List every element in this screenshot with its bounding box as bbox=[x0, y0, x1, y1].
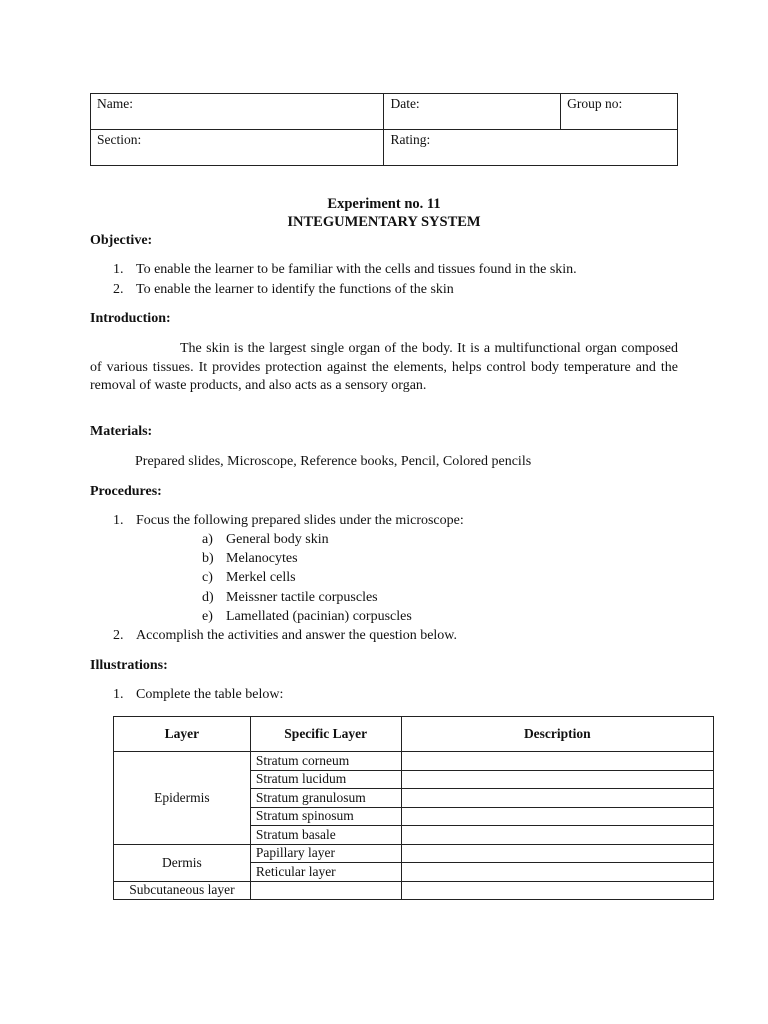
objective-heading: Objective: bbox=[90, 233, 153, 248]
skin-layers-table bbox=[113, 716, 714, 900]
slide-letter: e) bbox=[202, 609, 213, 624]
slide-item: Melanocytes bbox=[226, 551, 298, 566]
introduction-text: The skin is the largest single organ of the body. It is a multifunctional organ composed of various tissues. It provides protection against the elements, helps control body temperature and the removal of waste products, and also acts as a sensory organ. bbox=[90, 341, 678, 393]
description-cell[interactable] bbox=[401, 770, 713, 789]
table-row bbox=[114, 752, 714, 771]
introduction-paragraph bbox=[90, 340, 678, 396]
date-field[interactable] bbox=[384, 94, 561, 130]
illustration-step-1: Complete the table below: bbox=[136, 687, 284, 702]
slide-letter: b) bbox=[202, 551, 214, 566]
procedure-step-1: Focus the following prepared slides under the microscope: bbox=[136, 513, 464, 528]
illustration-step-1-number: 1. bbox=[113, 687, 124, 702]
slide-item: Merkel cells bbox=[226, 570, 296, 585]
slide-item: Lamellated (pacinian) corpuscles bbox=[226, 609, 412, 624]
specific-layer-cell: Stratum lucidum bbox=[250, 770, 401, 789]
group-field[interactable] bbox=[561, 94, 678, 130]
description-cell[interactable] bbox=[401, 789, 713, 808]
description-cell[interactable] bbox=[401, 826, 713, 845]
objective-item-1: To enable the learner to be familiar with the cells and tissues found in the skin. bbox=[136, 262, 577, 277]
procedure-step-2: Accomplish the activities and answer the question below. bbox=[136, 628, 458, 643]
procedures-heading: Procedures: bbox=[90, 484, 162, 499]
section-field[interactable] bbox=[91, 130, 384, 166]
introduction-heading: Introduction: bbox=[90, 311, 171, 326]
section-label: Section: bbox=[97, 132, 142, 147]
slide-item: Meissner tactile corpuscles bbox=[226, 590, 378, 605]
specific-layer-cell: Stratum basale bbox=[250, 826, 401, 845]
experiment-title: INTEGUMENTARY SYSTEM bbox=[287, 214, 481, 230]
rating-field[interactable] bbox=[384, 130, 678, 166]
specific-layer-column-header: Specific Layer bbox=[250, 717, 401, 752]
group-label: Group no: bbox=[567, 96, 623, 111]
objective-item-2-number: 2. bbox=[113, 282, 124, 297]
specific-layer-cell: Reticular layer bbox=[250, 863, 401, 882]
procedure-step-2-number: 2. bbox=[113, 628, 124, 643]
subcutaneous-cell: Subcutaneous layer bbox=[114, 881, 251, 900]
slide-item: General body skin bbox=[226, 532, 329, 547]
epidermis-cell: Epidermis bbox=[114, 752, 251, 845]
slide-letter: c) bbox=[202, 570, 213, 585]
specific-layer-cell: Stratum granulosum bbox=[250, 789, 401, 808]
specific-layer-cell: Stratum corneum bbox=[250, 752, 401, 771]
materials-list: Prepared slides, Microscope, Reference books, Pencil, Colored pencils bbox=[135, 454, 532, 469]
table-header-row bbox=[114, 717, 714, 752]
description-cell[interactable] bbox=[401, 752, 713, 771]
materials-heading: Materials: bbox=[90, 424, 153, 439]
date-label: Date: bbox=[390, 96, 420, 111]
name-label: Name: bbox=[97, 96, 133, 111]
experiment-number: Experiment no. 11 bbox=[327, 196, 441, 212]
table-row bbox=[114, 881, 714, 900]
description-cell[interactable] bbox=[401, 881, 713, 900]
specific-layer-cell: Stratum spinosum bbox=[250, 807, 401, 826]
student-info-table bbox=[90, 93, 678, 166]
layer-column-header: Layer bbox=[114, 717, 251, 752]
description-cell[interactable] bbox=[401, 863, 713, 882]
objective-item-2: To enable the learner to identify the functions of the skin bbox=[136, 282, 454, 297]
slide-letter: a) bbox=[202, 532, 213, 547]
objective-item-1-number: 1. bbox=[113, 262, 124, 277]
rating-label: Rating: bbox=[390, 132, 431, 147]
dermis-cell: Dermis bbox=[114, 844, 251, 881]
specific-layer-cell: Papillary layer bbox=[250, 844, 401, 863]
specific-layer-cell[interactable] bbox=[250, 881, 401, 900]
slide-letter: d) bbox=[202, 590, 214, 605]
description-cell[interactable] bbox=[401, 844, 713, 863]
table-row bbox=[114, 844, 714, 863]
procedure-step-1-number: 1. bbox=[113, 513, 124, 528]
name-field[interactable] bbox=[91, 94, 384, 130]
description-cell[interactable] bbox=[401, 807, 713, 826]
illustrations-heading: Illustrations: bbox=[90, 658, 168, 673]
description-column-header: Description bbox=[401, 717, 713, 752]
